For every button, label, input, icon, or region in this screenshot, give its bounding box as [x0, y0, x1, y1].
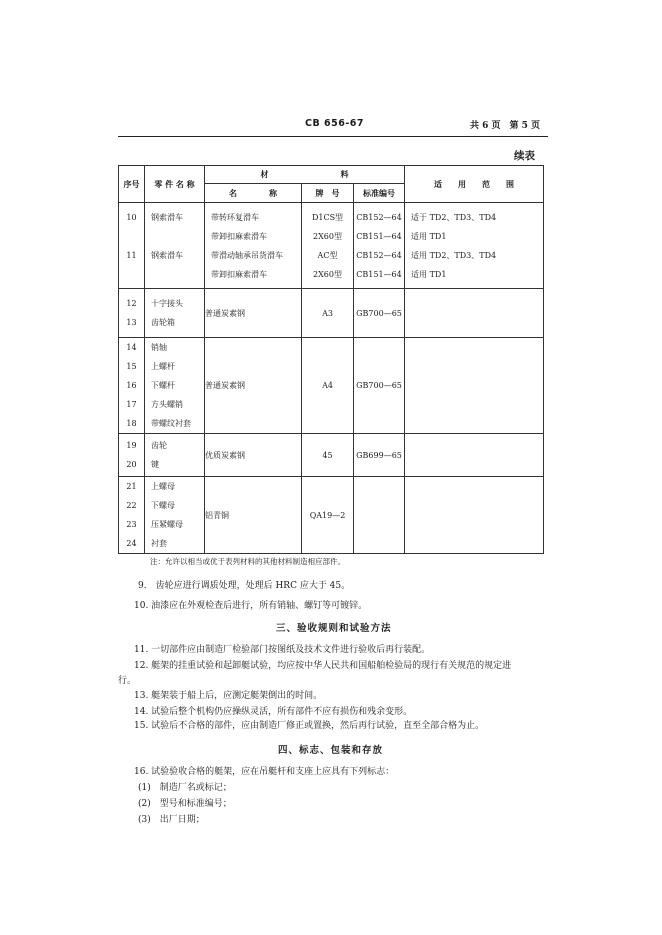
part-cell: 压紧螺母 [151, 520, 183, 529]
part-cell: 销轴 [151, 343, 167, 352]
part-cell: 齿轮箱 [151, 318, 175, 327]
grade-cell: 2X60型 [313, 231, 342, 241]
table-row [119, 203, 544, 289]
paragraph-11: 11. 一切部件应由制造厂检验部门按图纸及技术文件进行验收后再行装配。 [134, 645, 431, 655]
grade-cell: 2X60型 [313, 269, 342, 279]
section-3-heading: 三、验收规则和试验方法 [276, 623, 392, 634]
scope-cell [405, 477, 544, 554]
header-grade: 牌 号 [302, 184, 354, 203]
part-cell: 衬套 [151, 539, 167, 548]
list-item-1: (1) 制造厂名或标记； [138, 783, 232, 793]
seq-cell [119, 227, 144, 246]
seq-cell: 19 [126, 441, 137, 450]
material-name-cell: 优质炭素钢 [205, 434, 302, 477]
paragraph-12-continued: 行。 [118, 676, 137, 686]
standard-cell: CB151—64 [356, 269, 402, 279]
part-cell: 键 [151, 460, 159, 469]
paragraph-10: 10. 油漆应在外观检查后进行，所有销轴、螺钉等可镀锌。 [134, 601, 368, 611]
header-material: 材 料 [205, 166, 405, 184]
material-name-cell: 铝青铜 [205, 477, 302, 554]
paragraph-12: 12. 艇架的挂重试验和起卸艇试验，均应按中华人民共和国船舶检验局的现行有关规范的规定进 [134, 661, 512, 671]
seq-cell: 20 [126, 460, 137, 469]
standard-cell: CB152—64 [356, 250, 402, 260]
continued-label: 续表 [514, 150, 535, 162]
part-cell: 十字接头 [151, 299, 183, 308]
standard-cell: GB699—65 [354, 434, 405, 477]
grade-cell: D1CS型 [311, 212, 344, 222]
grade-cell: A3 [302, 289, 354, 338]
list-item-3: (3) 出厂日期； [138, 815, 205, 825]
materials-table [118, 165, 544, 554]
seq-cell: 12 [126, 299, 137, 308]
paragraph-14: 14. 试验后整个机构仍应操纵灵活，所有部件不应有损伤和残余变形。 [134, 707, 413, 717]
material-name-cell: 带滑动轴承吊货滑车 [211, 250, 283, 260]
standard-number: CB 656-67 [305, 118, 365, 129]
scope-cell: 适于 TD2、TD3、TD4 [411, 212, 497, 222]
seq-cell: 15 [126, 362, 137, 371]
table-row [119, 289, 544, 338]
part-cell: 钢索滑车 [151, 250, 183, 260]
material-name-cell: 带卸扣麻索滑车 [211, 269, 267, 279]
seq-cell: 16 [126, 381, 137, 390]
material-name-cell: 带卸扣麻索滑车 [211, 231, 267, 241]
header-part-name: 零 件 名 称 [145, 166, 205, 203]
seq-cell: 24 [126, 539, 137, 548]
paragraph-16: 16. 试验验收合格的艇架，应在吊艇杆和支座上应具有下列标志： [134, 767, 395, 777]
section-4-heading: 四、标志、包装和存放 [278, 745, 384, 756]
seq-cell: 23 [126, 520, 137, 529]
part-cell: 上螺杆 [151, 362, 175, 371]
scope-cell [405, 289, 544, 338]
part-cell [145, 227, 204, 246]
part-cell: 齿轮 [151, 441, 167, 450]
part-cell: 上螺母 [151, 482, 175, 491]
grade-cell: QA19—2 [302, 477, 354, 554]
material-name-cell: 普通炭素钢 [205, 338, 302, 434]
table-row [119, 434, 544, 477]
table-note: 注：允许以相当或优于表列材料的其他材料制造相应部件。 [150, 557, 345, 566]
list-item-2: (2) 型号和标准编号； [138, 799, 232, 809]
header-name: 名 称 [205, 184, 302, 203]
page-info: 共 6 页 第 5 页 [470, 121, 541, 131]
seq-cell [119, 265, 144, 284]
standard-cell [354, 477, 405, 554]
seq-cell: 10 [126, 212, 137, 222]
seq-cell: 22 [126, 501, 137, 510]
paragraph-9: 9. 齿轮应进行调质处理，处理后 HRC 应大于 45。 [138, 581, 351, 591]
header-rule [118, 136, 548, 137]
paragraph-15: 15. 试验后不合格的部件，应由制造厂修正或置换，然后再行试验，直至全部合格为止。 [134, 721, 485, 731]
grade-cell: 45 [302, 434, 354, 477]
scope-cell [405, 434, 544, 477]
table-row [119, 338, 544, 434]
seq-cell: 18 [126, 419, 137, 428]
part-cell: 钢索滑车 [151, 212, 183, 222]
part-cell: 下螺母 [151, 501, 175, 510]
standard-cell: CB151—64 [356, 231, 402, 241]
seq-cell: 11 [126, 250, 137, 260]
part-cell [145, 265, 204, 284]
part-cell: 下螺杆 [151, 381, 175, 390]
table-row [119, 477, 544, 554]
scope-cell: 适用 TD1 [411, 269, 447, 279]
part-cell: 带螺纹衬套 [151, 419, 191, 428]
header-standard: 标准编号 [354, 184, 405, 203]
scope-cell: 适用 TD2、TD3、TD4 [411, 250, 497, 260]
paragraph-13: 13. 艇架装于船上后，应测定艇架倒出的时间。 [134, 691, 323, 701]
grade-cell: A4 [302, 338, 354, 434]
scope-cell [405, 338, 544, 434]
standard-cell: GB700—65 [354, 338, 405, 434]
part-cell: 方头螺销 [151, 400, 183, 409]
standard-cell: GB700—65 [354, 289, 405, 338]
header-scope: 适 用 范 围 [405, 166, 544, 203]
seq-cell: 14 [126, 343, 137, 352]
seq-cell: 13 [126, 318, 137, 327]
standard-cell: CB152—64 [356, 212, 402, 222]
seq-cell: 21 [126, 482, 137, 491]
material-name-cell: 普通炭素钢 [205, 289, 302, 338]
material-name-cell: 带转环复滑车 [211, 212, 259, 222]
scope-cell: 适用 TD1 [411, 231, 447, 241]
header-seq: 序号 [119, 166, 145, 203]
seq-cell: 17 [126, 400, 137, 409]
grade-cell: AC型 [317, 250, 338, 260]
